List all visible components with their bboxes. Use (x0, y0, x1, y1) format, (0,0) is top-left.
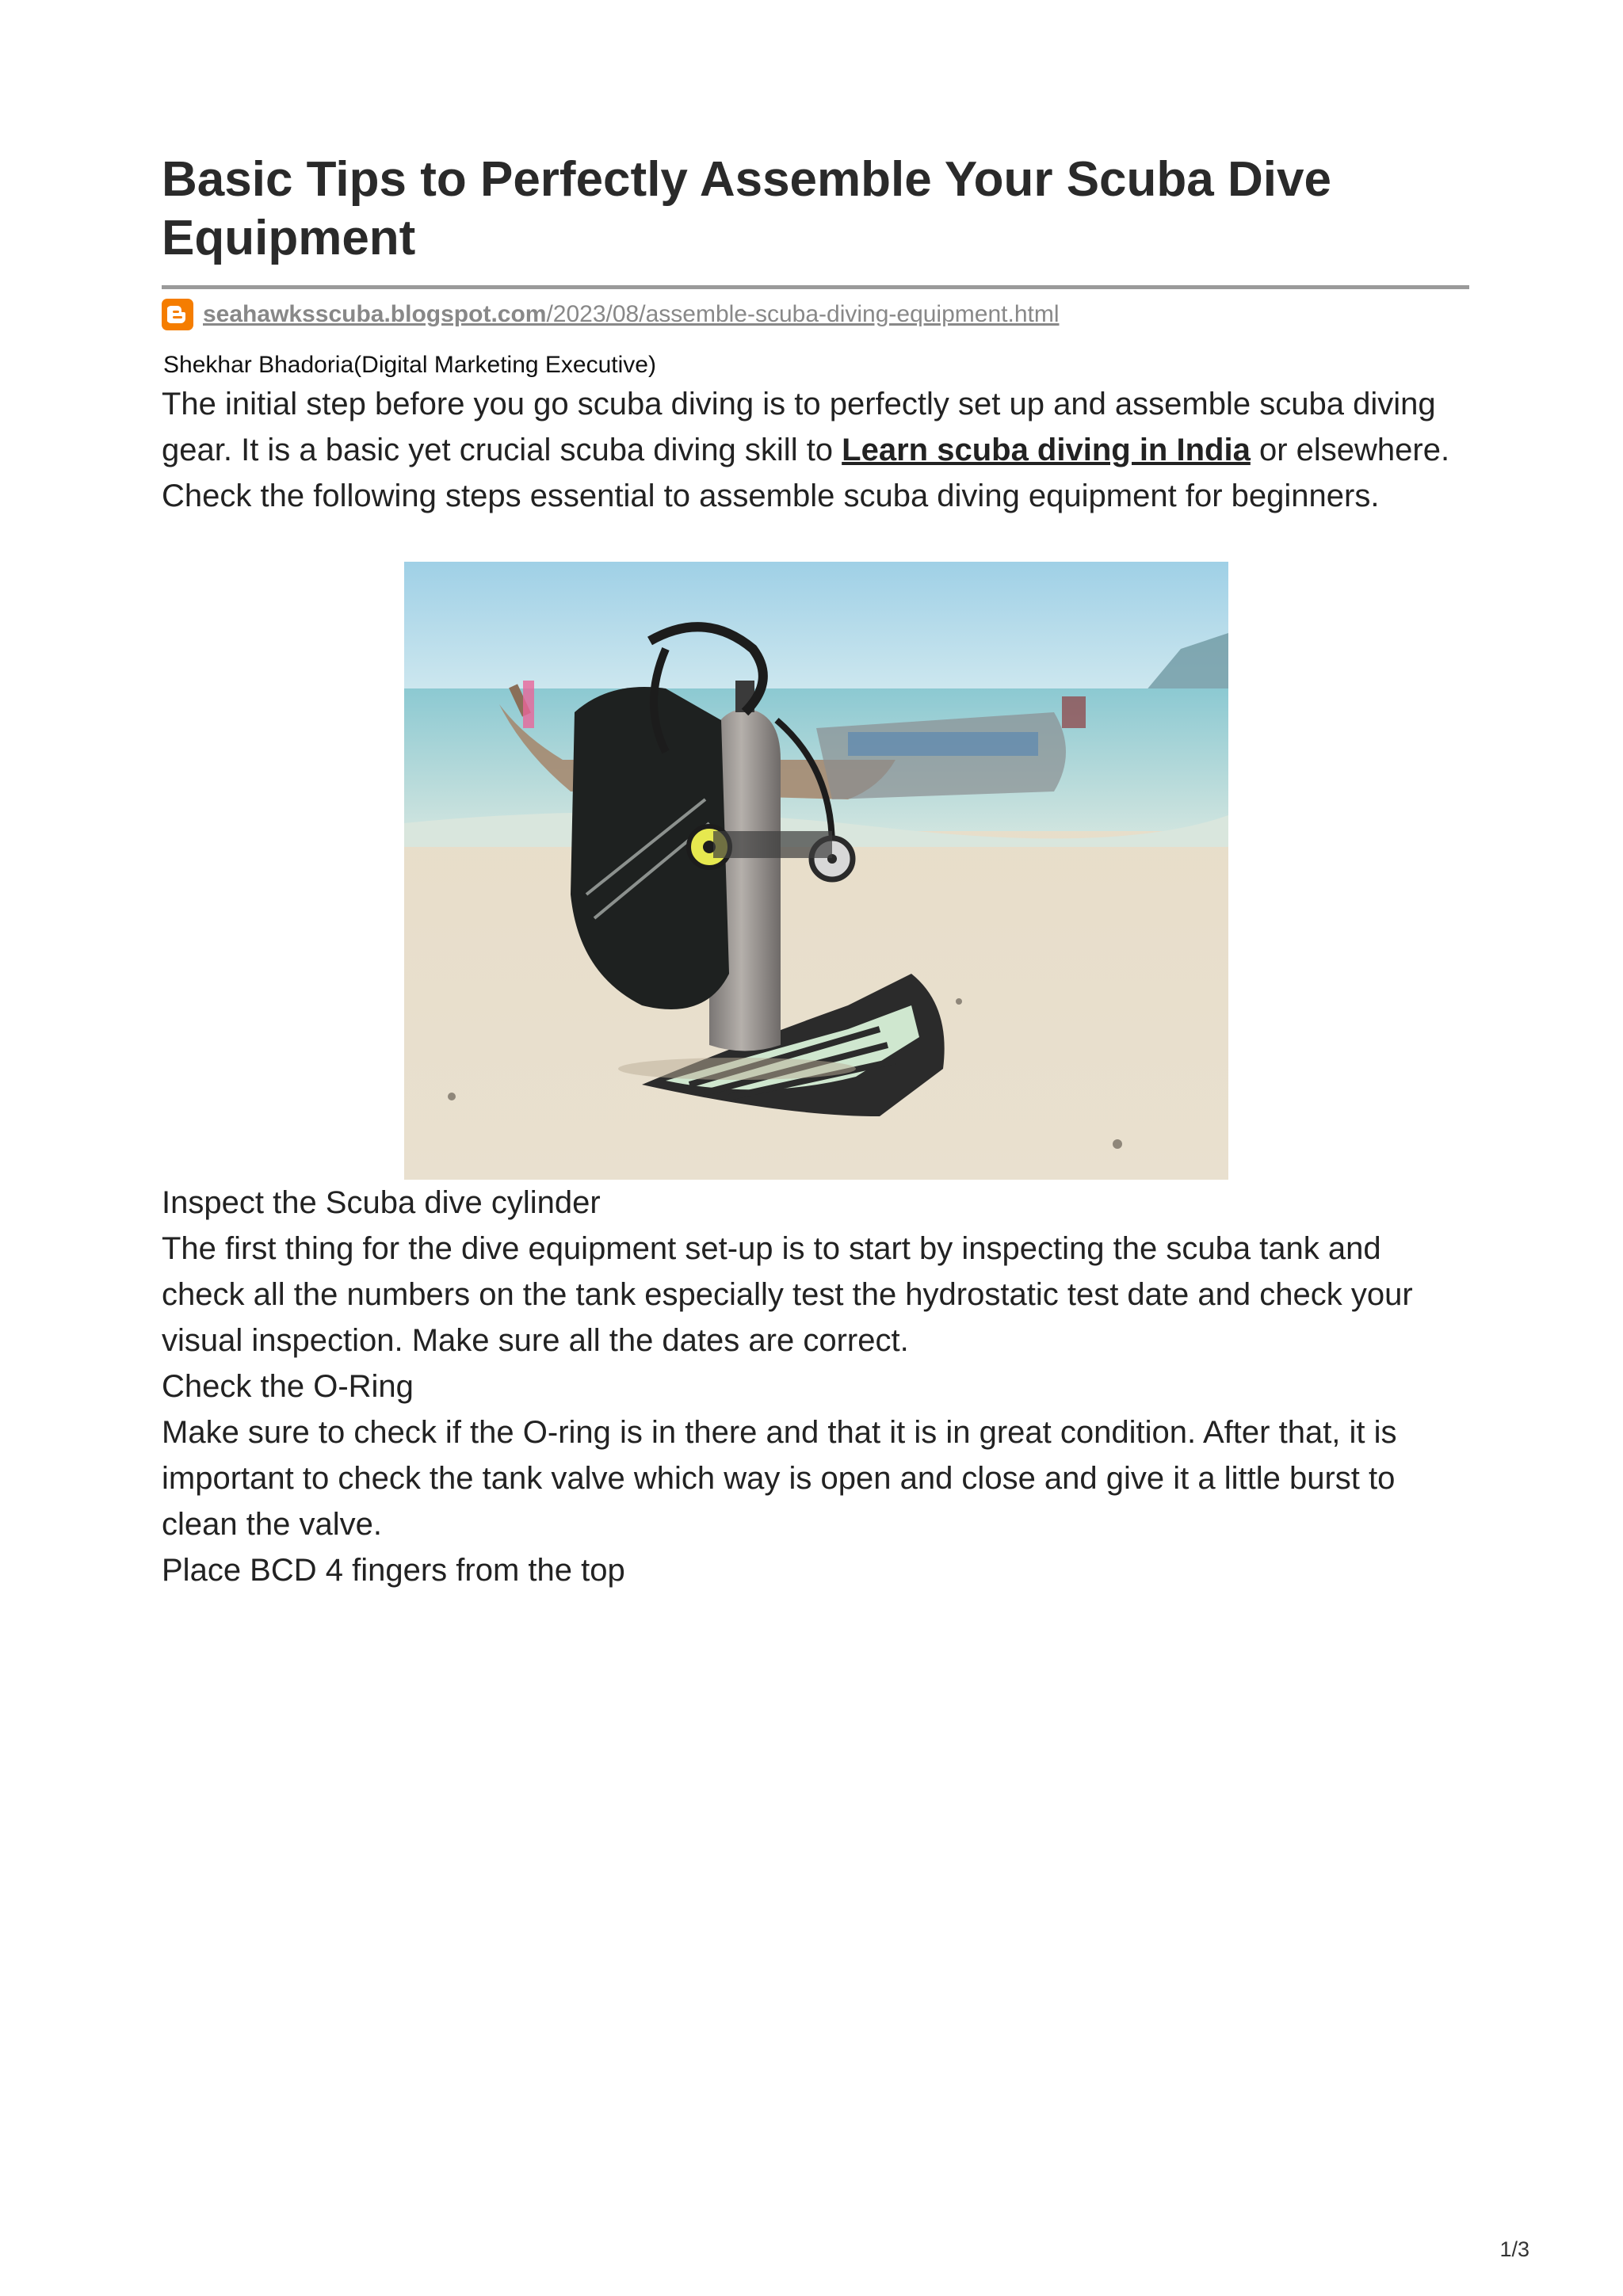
source-path: /2023/08/assemble-scuba-diving-equipment.html (546, 301, 1060, 327)
source-line (162, 299, 1469, 330)
section-heading-cylinder: Inspect the Scuba dive cylinder (162, 1185, 601, 1220)
article (162, 151, 1469, 1593)
source-domain: seahawksscuba.blogspot.com (203, 301, 547, 327)
intro-paragraph (162, 381, 1469, 519)
page-title: Basic Tips to Perfectly Assemble Your Scuba Dive Equipment (162, 152, 1331, 265)
scuba-gear-photo (404, 562, 1228, 1180)
intro-text-start: The initial step before you go scuba diving is to perfectly set up and assemble scuba diving gear. It is a basic yet crucial scuba diving skill to (162, 387, 1436, 467)
intro-text-end: or elsewhere. Check the following steps essential to assemble scuba diving equipment for beginners. (162, 433, 1450, 513)
blogger-icon (162, 299, 193, 330)
section-heading-oring: Check the O-Ring (162, 1369, 414, 1404)
page-number: 1/3 (1499, 2237, 1529, 2261)
section-text-cylinder: The first thing for the dive equipment set-up is to start by inspecting the scuba tank and check all the numbers on the tank especially test the hydrostatic test date and check your visual inspection. Make sure all the dates are correct. (162, 1231, 1413, 1358)
title-divider (162, 285, 1469, 289)
section-heading-bcd: Place BCD 4 fingers from the top (162, 1553, 625, 1588)
source-link[interactable] (203, 301, 1060, 328)
learn-scuba-link[interactable]: Learn scuba diving in India (842, 433, 1251, 467)
author-byline: Shekhar Bhadoria(Digital Marketing Executive) (163, 352, 656, 378)
section-text-oring: Make sure to check if the O-ring is in there and that it is in great condition. After that, it is important to check the tank valve which way is open and close and give it a little burst to clean the valve. (162, 1415, 1397, 1542)
